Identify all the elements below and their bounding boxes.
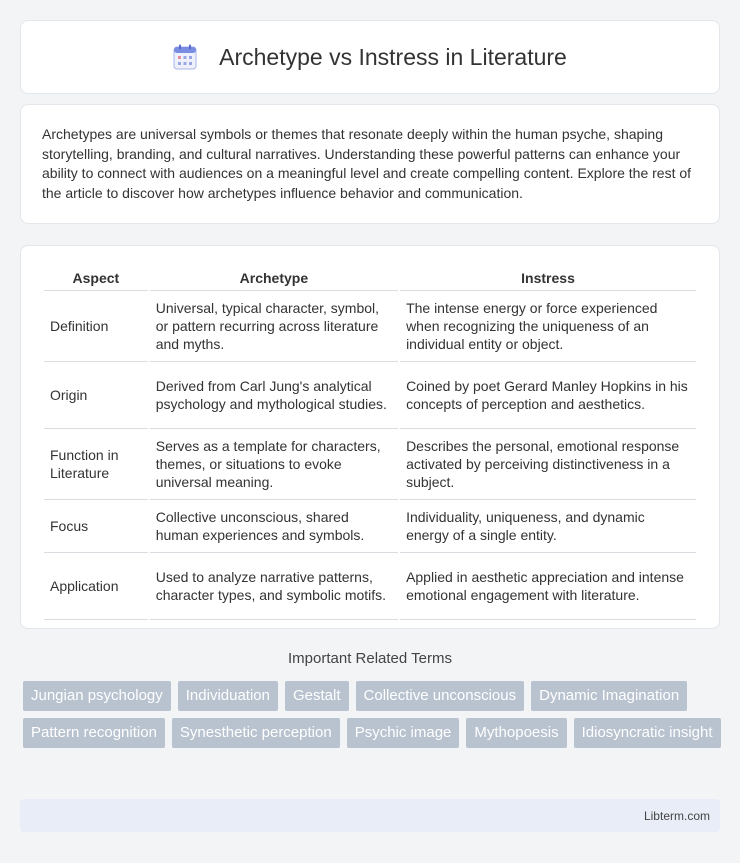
related-terms-title: Important Related Terms (288, 650, 452, 667)
calendar-icon (173, 44, 197, 70)
table-row (44, 553, 696, 620)
row-archetype-cell: Universal, typical character, symbol, or pattern recurring across literature and myths. (150, 291, 398, 362)
row-aspect-cell: Definition (44, 291, 148, 362)
related-term-tag[interactable]: Jungian psychology (23, 681, 171, 711)
row-archetype-cell: Serves as a template for characters, themes, or situations to evoke universal meaning. (150, 429, 398, 500)
row-aspect-cell: Application (44, 553, 148, 620)
header-instress: Instress (400, 266, 696, 291)
row-archetype-cell: Derived from Carl Jung's analytical psychology and mythological studies. (150, 362, 398, 429)
intro-card (20, 104, 720, 224)
table-row (44, 429, 696, 500)
table-row (44, 362, 696, 429)
footer (20, 799, 720, 832)
table-row (44, 291, 696, 362)
related-term-tag[interactable]: Synesthetic perception (172, 718, 340, 748)
title-card (20, 20, 720, 94)
table-header-row (44, 266, 696, 291)
page-title: Archetype vs Instress in Literature (219, 43, 567, 70)
row-instress-cell: Individuality, uniqueness, and dynamic energy of a single entity. (400, 500, 696, 553)
related-term-tag[interactable]: Idiosyncratic insight (574, 718, 721, 748)
related-term-tag[interactable]: Psychic image (347, 718, 460, 748)
related-term-tag[interactable]: Gestalt (285, 681, 349, 711)
row-aspect-cell: Focus (44, 500, 148, 553)
row-instress-cell: The intense energy or force experienced when recognizing the uniqueness of an individual entity or object. (400, 291, 696, 362)
row-instress-cell: Describes the personal, emotional response activated by perceiving distinctiveness in a subject. (400, 429, 696, 500)
row-instress-cell: Coined by poet Gerard Manley Hopkins in his concepts of perception and aesthetics. (400, 362, 696, 429)
related-terms-list (23, 681, 723, 748)
row-aspect-cell: Function in Literature (44, 429, 148, 500)
row-archetype-cell: Used to analyze narrative patterns, character types, and symbolic motifs. (150, 553, 398, 620)
comparison-card (20, 245, 720, 629)
footer-site-link[interactable]: Libterm.com (643, 808, 710, 823)
title-wrap (173, 44, 567, 71)
row-instress-cell: Applied in aesthetic appreciation and intense emotional engagement with literature. (400, 553, 696, 620)
table-row (44, 500, 696, 553)
related-term-tag[interactable]: Individuation (178, 681, 278, 711)
related-term-tag[interactable]: Pattern recognition (23, 718, 165, 748)
related-term-tag[interactable]: Mythopoesis (466, 718, 566, 748)
comparison-table (42, 266, 698, 620)
intro-text: Archetypes are universal symbols or themes that resonate deeply within the human psyche, shaping storytelling, branding, and cultural narratives. Understanding these powerful patterns can enhance your ability to connect with audiences on a meaningful level and create compelling content. Explore the rest of the article to discover how archetypes influence behavior and communication. (42, 126, 692, 201)
header-aspect: Aspect (44, 266, 148, 291)
row-aspect-cell: Origin (44, 362, 148, 429)
header-archetype: Archetype (150, 266, 398, 291)
related-term-tag[interactable]: Collective unconscious (356, 681, 525, 711)
related-term-tag[interactable]: Dynamic Imagination (531, 681, 687, 711)
row-archetype-cell: Collective unconscious, shared human experiences and symbols. (150, 500, 398, 553)
